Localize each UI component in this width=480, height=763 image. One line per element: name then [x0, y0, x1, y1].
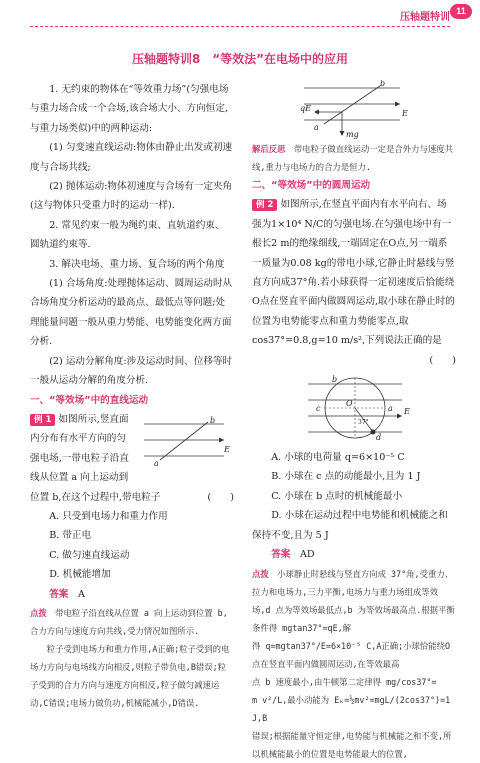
fig1b-label-mg: mg — [346, 130, 359, 139]
ex2-hint-text-1: 小球静止时悬线与竖直方向成 37°角,受重力、拉力和电场力,三力平衡,电场力与重力场组成等效场,d 点为等效场最低点,b 为等效场最高点.根据平衡条件得 mgtan37°=qE,解 — [252, 568, 455, 633]
example-2-text: 如图所示,在竖直平面内有水平向右、场强为1×10⁴ N/C的匀强电场.在匀强电场中有一根长2 m的绝缘细线,一端固定在O点,另一端系一质量为0.08 kg的带电小球,它静止时悬线与竖直方向成37°角.若小球获得一定初速度后恰能绕O点在竖直平面内做圆周运动,取小球在静止时的位置为电势能零点和重力势能零点,取cos37°=0.8,g=10 m/s²,下列说法正确的是 — [252, 199, 455, 347]
fig2-label-E: E — [404, 407, 410, 417]
fig1b-label-a: a — [314, 123, 319, 132]
ex2-answer-value: AD — [299, 549, 315, 561]
answer-value: A — [77, 588, 85, 600]
fig1-label-a: a — [154, 458, 159, 468]
ex2-answer-label: 答案 — [271, 549, 291, 561]
ex2-hint-label: 点拨 — [252, 568, 269, 579]
reflection-label: 解后反思 — [252, 144, 286, 154]
fig2-label-d: d — [376, 433, 382, 443]
example-2-tag: 例 2 — [252, 199, 277, 211]
ex2-hint-text-5: 错误;根据能量守恒定律,电势能与机械能之和不变,所以机械能最小的位置是电势能最大的位置, — [252, 730, 452, 759]
ex2-option-d: D. 小球在运动过程中电势能和机械能之和保持不变,且为 5 J — [252, 510, 448, 541]
ex2-option-a: A. 小球的电荷量 q=6×10⁻⁵ C — [271, 452, 405, 464]
fig1b-label-E: E — [402, 109, 408, 118]
fig2-label-b: b — [332, 375, 338, 385]
hint-text-2: 粒子受到电场力和重力作用,A正确;粒子受到的电场力方向与电场线方向相反,则粒子带负电,B错误;粒子受到的合力方向与速度方向相反,粒子做匀减速运动,C错误;电场力做负功,机械能减小,D错误. — [30, 643, 230, 708]
ex2-option-c: C. 小球在 b 点时的机械能最小 — [271, 490, 403, 502]
fig2-label-O: O — [346, 399, 353, 409]
option-b: B. 带正电 — [49, 530, 92, 542]
page-header-tag: 压轴题特训 — [400, 12, 450, 23]
para-4: 2. 常见约束一般为绳约束、直轨道约束、圆轨道约束等. — [30, 219, 225, 251]
ex2-hint-text-3: 点 b 速度最小,由牛顿第二定律得 mg/cos37°= — [252, 676, 437, 687]
example-1-text: 如图所示,竖直面内分布有水平方向的匀强电场,一带电粒子沿直线从位置 a 向上运动到位置 b,在这个过程中,带电粒子 — [30, 413, 161, 503]
section-1-heading: 一、“等效场”中的直线运动 — [30, 394, 149, 406]
fig1-label-b: b — [210, 415, 216, 425]
reflection-text: 带电粒子做直线运动一定是合外力与速度共线,重力与电场力的合力是恒力. — [252, 144, 453, 172]
example-1-answer-blank: ( ) — [207, 491, 234, 503]
hint-label: 点拨 — [30, 607, 47, 618]
page-title: 压轴题特训8 “等效法”在电场中的应用 — [131, 52, 349, 66]
para-5: 3. 解决电场、重力场、复合场的两个角度 — [49, 258, 225, 270]
ex2-option-b: B. 小球在 c 点的动能最小,且为 1 J — [271, 471, 421, 483]
figure-1 — [138, 412, 234, 470]
section-2-heading: 二、“等效场”中的圆周运动 — [252, 180, 371, 191]
ex2-hint-text-2: 得 q=mgtan37°/E=6×10⁻⁵ C,A正确;小球恰能绕O点在竖直平面内做圆周运动,在等效最高 — [252, 640, 451, 669]
fig2-label-c: c — [316, 404, 321, 414]
figure-2 — [252, 370, 456, 448]
hint-text-1: 带电粒子沿直线从位置 a 向上运动到位置 b,合力方向与速度方向共线,受力情况如图所示. — [30, 607, 228, 636]
fig1-label-E: E — [224, 444, 230, 454]
fig1b-label-b: b — [380, 80, 386, 88]
page-number-badge: 11 — [450, 4, 472, 19]
para-7: (2) 运动分解角度:涉及运动时间、位移等时一般从运动分解的角度分析. — [30, 355, 233, 387]
para-3: (2) 抛体运动:物体初速度与合场有一定夹角(这与物体只受重力时的运动一样). — [30, 181, 233, 212]
option-c: C. 做匀速直线运动 — [49, 549, 130, 561]
option-d: D. 机械能增加 — [49, 569, 111, 581]
para-1: 1. 无约束的物体在“等效重力场”(匀强电场与重力场合成一个合场,该合场大小、方向恒定,与重力场类似)中的两种运动: — [30, 84, 229, 134]
para-2: (1) 匀变速直线运动:物体由静止出发或初速度与合场共线; — [30, 142, 233, 173]
header-divider — [30, 26, 450, 27]
fig2-label-angle: 37° — [358, 419, 369, 427]
ex2-hint-text-4: m v²/L,最小动能为 Eₖ=½mv²=mgL/(2cos37°)=1 J,B — [252, 694, 451, 723]
example-1-tag: 例 1 — [30, 414, 55, 426]
para-6: (1) 合场角度:处理抛体运动、圆周运动时从合场角度分析运动的最高点、最低点等问题;处理能量问题一般从重力势能、电势能变化两方面分析. — [30, 278, 233, 348]
fig2-label-a: a — [388, 404, 393, 414]
left-column — [30, 80, 234, 712]
figure-1-forces — [252, 80, 456, 140]
right-column — [252, 80, 456, 763]
example-1 — [30, 410, 234, 507]
option-a: A. 只受到电场力和重力作用 — [49, 510, 168, 522]
answer-label: 答案 — [49, 588, 69, 600]
fig1b-label-qE: qE — [300, 104, 311, 113]
example-2-answer-blank: ( ) — [429, 354, 456, 366]
